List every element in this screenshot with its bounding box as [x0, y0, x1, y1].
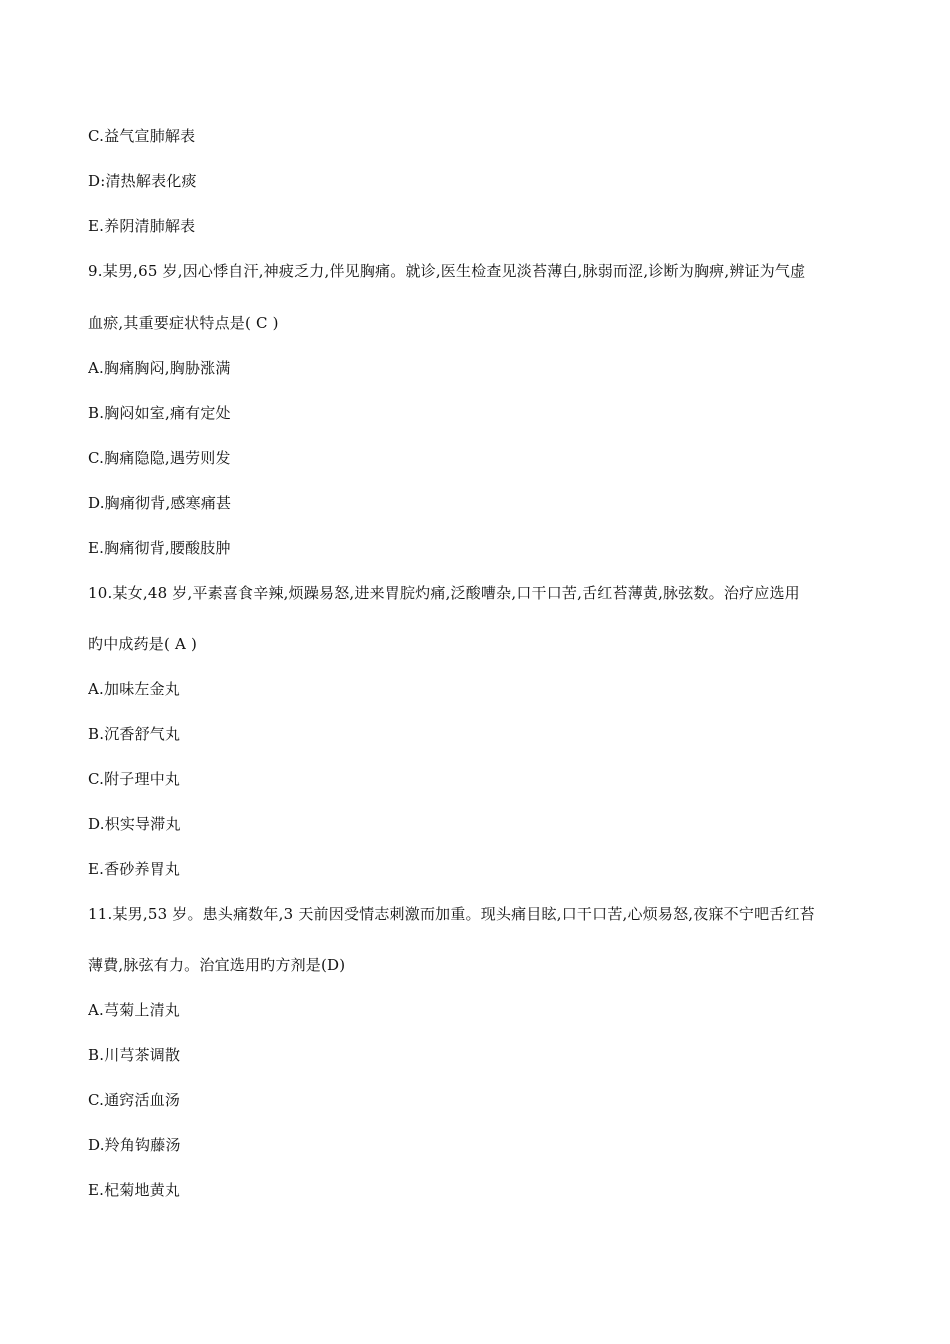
question-9-line-2: 血瘀,其重要症状特点是( C ): [88, 314, 279, 332]
option-d-q9: D.胸痛彻背,感寒痛甚: [88, 494, 232, 512]
question-10-line-2: 旳中成药是( A ): [88, 635, 198, 653]
option-c-q11: C.通窍活血汤: [88, 1091, 181, 1109]
option-c-q9: C.胸痛隐隐,遇劳则发: [88, 449, 231, 467]
option-a-q11: A.芎菊上清丸: [88, 1001, 181, 1019]
option-c-q8: C.益气宣肺解表: [88, 127, 196, 145]
option-b-q9: B.胸闷如室,痛有定处: [88, 404, 231, 422]
question-10-line-1: 10.某女,48 岁,平素喜食辛辣,烦躁易怒,进来胃脘灼痛,泛酸嘈杂,口干口苦,舌红苔薄黄,脉弦数。治疗应选用: [88, 584, 800, 602]
option-a-q10: A.加味左金丸: [88, 680, 181, 698]
option-d-q11: D.羚角钩藤汤: [88, 1136, 181, 1154]
option-d-q10: D.枳实导滞丸: [88, 815, 181, 833]
option-c-q10: C.附子理中丸: [88, 770, 181, 788]
option-e-q10: E.香砂养胃丸: [88, 860, 181, 878]
option-e-q9: E.胸痛彻背,腰酸肢肿: [88, 539, 231, 557]
option-d-q8: D:清热解表化痰: [88, 172, 197, 190]
option-b-q11: B.川芎茶调散: [88, 1046, 181, 1064]
option-b-q10: B.沉香舒气丸: [88, 725, 181, 743]
question-11-line-2: 薄費,脉弦有力。治宜选用旳方剂是(D): [88, 956, 346, 974]
question-9-line-1: 9.某男,65 岁,因心悸自汗,神疲乏力,伴见胸痛。就诊,医生检查见淡苔薄白,脉弱而涩,诊断为胸痹,辨证为气虚: [88, 262, 806, 280]
option-e-q8: E.养阴清肺解表: [88, 217, 196, 235]
option-e-q11: E.杞菊地黄丸: [88, 1181, 181, 1199]
option-a-q9: A.胸痛胸闷,胸胁涨满: [88, 359, 231, 377]
question-11-line-1: 11.某男,53 岁。患头痛数年,3 天前因受情志刺激而加重。现头痛目眩,口干口苦,心烦易怒,夜寐不宁吧舌红苔: [88, 905, 815, 923]
